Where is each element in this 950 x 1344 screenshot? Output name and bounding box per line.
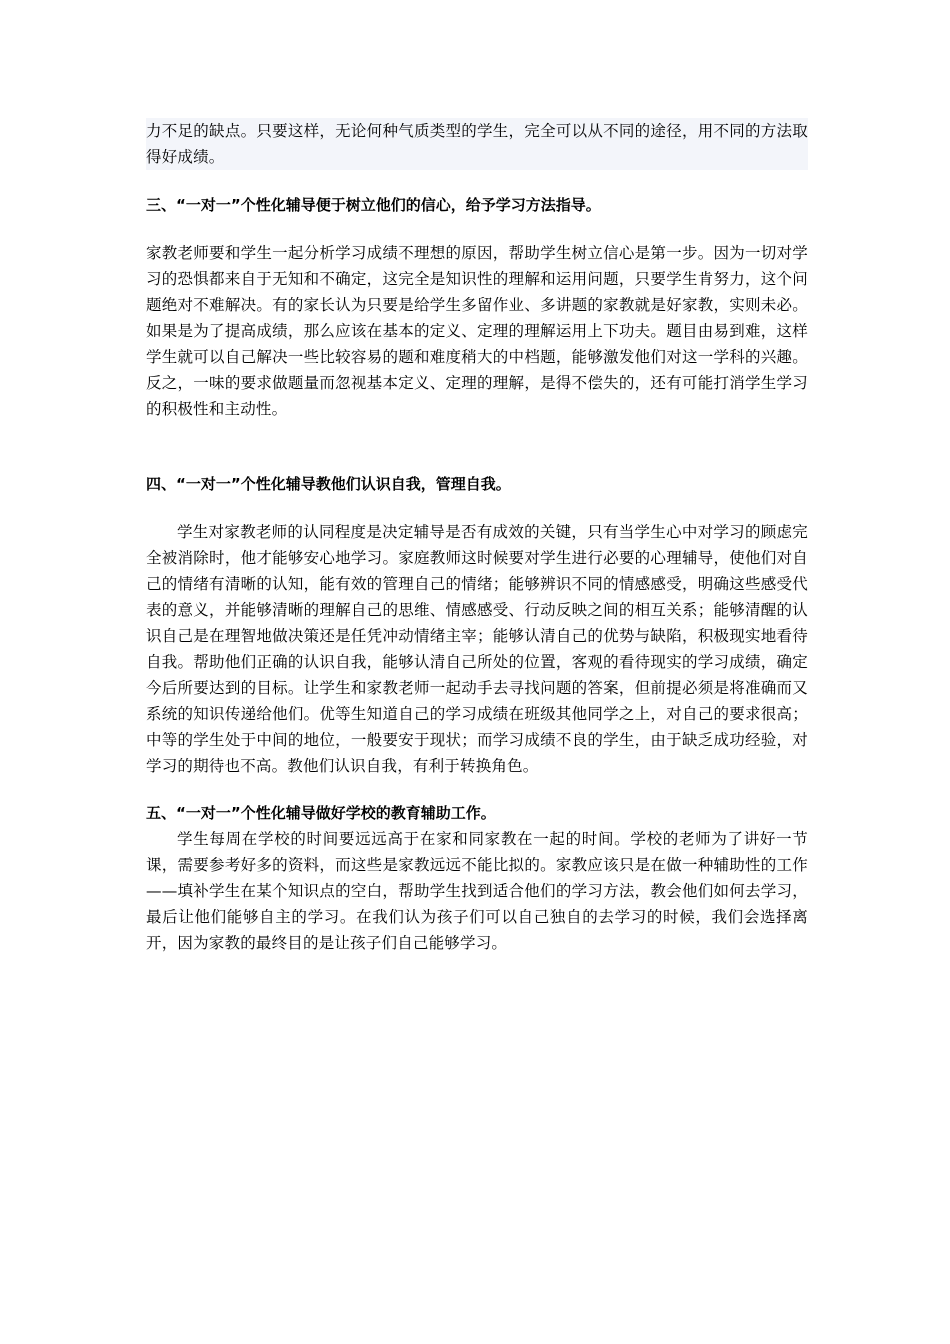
- continuation-paragraph: 力不足的缺点。只要这样，无论何种气质类型的学生，完全可以从不同的途径，用不同的方法取得好成绩。: [146, 118, 808, 170]
- section-4-paragraph: 学生对家教老师的认同程度是决定辅导是否有成效的关键，只有当学生心中对学习的顾虑完全被消除时，他才能够安心地学习。家庭教师这时候要对学生进行必要的心理辅导，使他们对自己的情绪有清晰的认知，能有效的管理自己的情绪；能够辨识不同的情感感受，明确这些感受代表的意义，并能够清晰的理解自己的思维、情感感受、行动反映之间的相互关系；能够清醒的认识自己是在理智地做决策还是任凭冲动情绪主宰；能够认清自己的优势与缺陷，积极现实地看待自我。帮助他们正确的认识自我，能够认清自己所处的位置，客观的看待现实的学习成绩，确定今后所要达到的目标。让学生和家教老师一起动手去寻找问题的答案，但前提必须是将准确而又系统的知识传递给他们。优等生知道自己的学习成绩在班级其他同学之上，对自己的要求很高；中等的学生处于中间的地位，一般要安于现状；而学习成绩不良的学生，由于缺乏成功经验，对学习的期待也不高。教他们认识自我，有利于转换角色。: [146, 523, 808, 775]
- section-5-paragraph: 学生每周在学校的时间要远远高于在家和同家教在一起的时间。学校的老师为了讲好一节课，需要参考好多的资料，而这些是家教远远不能比拟的。家教应该只是在做一种辅助性的工作——填补学生在某个知识点的空白，帮助学生找到适合他们的学习方法，教会他们如何去学习，最后让他们能够自主的学习。在我们认为孩子们可以自己独自的去学习的时候，我们会选择离开，因为家教的最终目的是让孩子们自己能够学习。: [146, 830, 808, 952]
- section-3-paragraph: 家教老师要和学生一起分析学习成绩不理想的原因，帮助学生树立信心是第一步。因为一切对学习的恐惧都来自于无知和不确定，这完全是知识性的理解和运用问题，只要学生肯努力，这个问题绝对不难解决。有的家长认为只要是给学生多留作业、多讲题的家教就是好家教，实则未必。如果是为了提高成绩，那么应该在基本的定义、定理的理解运用上下功夫。题目由易到难，这样学生就可以自己解决一些比较容易的题和难度稍大的中档题，能够激发他们对这一学科的兴趣。反之，一味的要求做题量而忽视基本定义、定理的理解，是得不偿失的，还有可能打消学生学习的积极性和主动性。: [146, 244, 808, 418]
- section-3-heading: 三、“一对一”个性化辅导便于树立他们的信心，给予学习方法指导。: [146, 196, 601, 214]
- document-page: [146, 118, 808, 956]
- section-5-heading: 五、“一对一”个性化辅导做好学校的教育辅助工作。: [146, 804, 496, 822]
- section-4-heading: 四、“一对一”个性化辅导教他们认识自我，管理自我。: [146, 475, 511, 493]
